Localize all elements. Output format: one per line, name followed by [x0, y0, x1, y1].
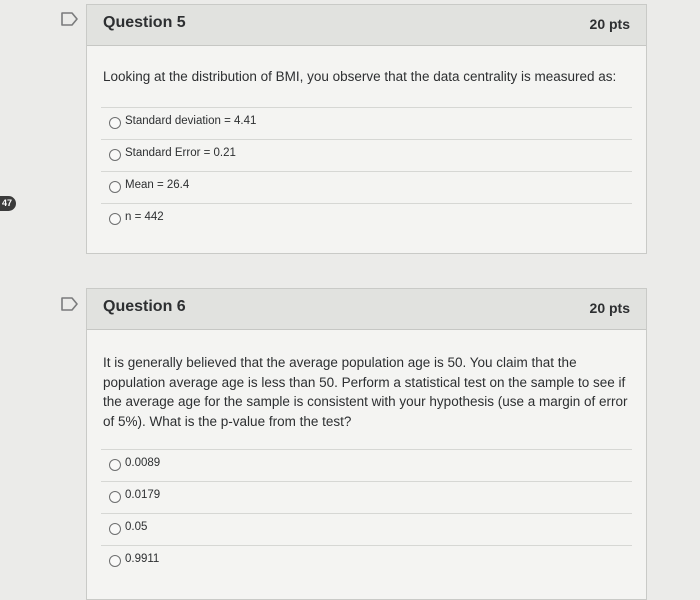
answer-option[interactable] — [101, 139, 632, 172]
radio-button[interactable] — [109, 149, 121, 161]
side-count-badge: 47 — [0, 196, 16, 211]
answer-option[interactable] — [101, 545, 632, 578]
question-points: 20 pts — [589, 300, 630, 316]
question-5-card — [86, 4, 647, 254]
answer-option[interactable] — [101, 481, 632, 514]
question-title: Question 5 — [103, 14, 186, 31]
answer-label: Standard Error = 0.21 — [125, 147, 236, 159]
radio-button[interactable] — [109, 555, 121, 567]
answer-label: Mean = 26.4 — [125, 179, 190, 191]
answer-label: Standard deviation = 4.41 — [125, 115, 257, 127]
question-6-header — [87, 289, 646, 330]
question-title: Question 6 — [103, 298, 186, 315]
answer-option[interactable] — [101, 449, 632, 482]
answer-option[interactable] — [101, 203, 632, 236]
answer-option[interactable] — [101, 107, 632, 140]
radio-button[interactable] — [109, 181, 121, 193]
radio-button[interactable] — [109, 523, 121, 535]
flag-question-icon[interactable] — [61, 297, 79, 311]
question-text: It is generally believed that the average population age is 50. You claim that the population average age is less than 50. Perform a statistical test on the sample to see if the average age for the sample is consistent with your hypothesis (use a margin of error of 5%). What is the p-value from the test? — [103, 355, 628, 429]
answer-label: 0.0089 — [125, 457, 161, 469]
question-5-header — [87, 5, 646, 46]
question-points: 20 pts — [589, 16, 630, 32]
question-text: Looking at the distribution of BMI, you observe that the data centrality is measured as: — [103, 69, 617, 84]
radio-button[interactable] — [109, 117, 121, 129]
answer-label: 0.05 — [125, 521, 148, 533]
answer-label: 0.0179 — [125, 489, 161, 501]
answer-label: n = 442 — [125, 211, 164, 223]
radio-button[interactable] — [109, 459, 121, 471]
flag-question-icon[interactable] — [61, 12, 79, 26]
question-6-card — [86, 288, 647, 600]
radio-button[interactable] — [109, 491, 121, 503]
answer-option[interactable] — [101, 513, 632, 546]
radio-button[interactable] — [109, 213, 121, 225]
answer-option[interactable] — [101, 171, 632, 204]
answer-label: 0.9911 — [125, 553, 160, 565]
